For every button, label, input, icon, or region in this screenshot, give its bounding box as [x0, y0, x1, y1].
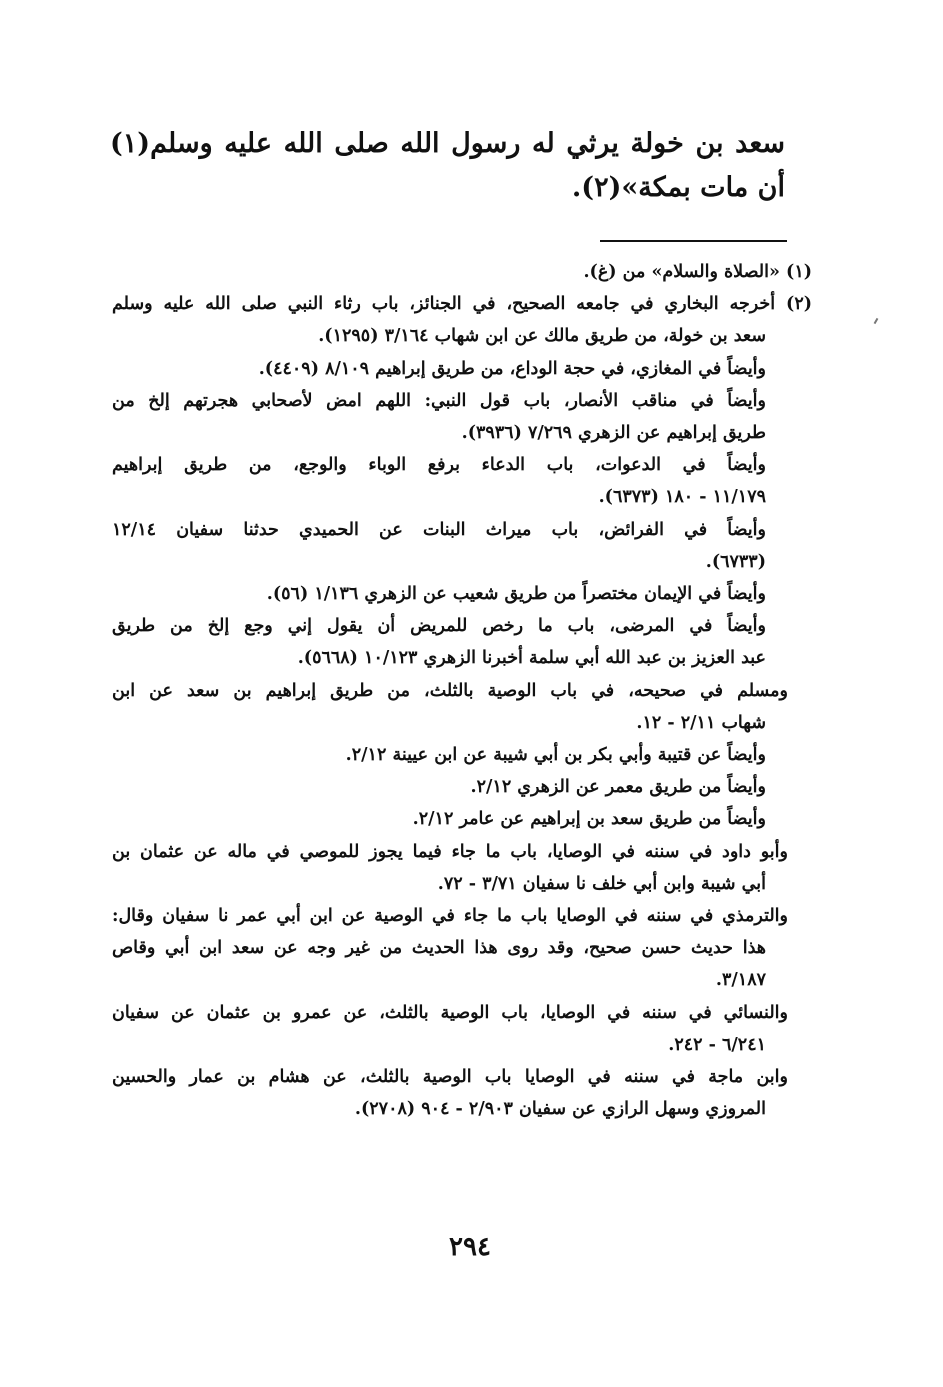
- footnote-line: والترمذي في سننه في الوصايا باب ما جاء في الوصية عن ابن أبي عمر نا سفيان وقال:: [112, 905, 788, 926]
- footnote-line: والنسائي في سننه في الوصايا، باب الوصية بالثلث، عن عمرو بن عثمان عن سفيان: [112, 1002, 788, 1023]
- footnote-line: وأيضاً من طريق معمر عن الزهري ٢/١٢.: [470, 777, 766, 798]
- footnote-line: ٦/٢٤١ - ٢٤٢.: [668, 1034, 766, 1055]
- main-text-paragraph: سعد بن خولة يرثي له رسول الله صلى الله عليه وسلم(١) أن مات بمكة»(٢).: [110, 128, 785, 203]
- footnote-line: وأيضاً في الفرائض، باب ميراث البنات عن الحميدي حدثنا سفيان ١٢/١٤: [112, 519, 766, 540]
- margin-mark: [874, 318, 879, 324]
- footnote-line: سعد بن خولة، من طريق مالك عن ابن شهاب ٣/١٦٤ (١٢٩٥).: [318, 326, 766, 347]
- footnote-line: (٢) أخرجه البخاري في جامعه الصحيح، في الجنائز، باب رثاء النبي صلى الله عليه وسلم: [112, 294, 812, 315]
- footnotes-block: [112, 256, 812, 1125]
- footnote-line: وأيضاً من طريق سعد بن إبراهيم عن عامر ٢/١٢.: [412, 809, 766, 830]
- footnote-separator: [600, 240, 787, 242]
- footnote-line: ومسلم في صحيحه، في باب الوصية بالثلث، من طريق إبراهيم بن سعد عن ابن: [112, 680, 788, 701]
- footnote-line: طريق إبراهيم عن الزهري ٧/٢٦٩ (٣٩٣٦).: [461, 422, 766, 443]
- footnote-line: (٦٧٣٣).: [705, 551, 766, 572]
- footnote-line: وأيضاً في مناقب الأنصار، باب قول النبي: اللهم امض لأصحابي هجرتهم إلخ من: [112, 390, 766, 411]
- footnote-line: المروزي وسهل الرازي عن سفيان ٢/٩٠٣ - ٩٠٤ (٢٧٠٨).: [354, 1099, 766, 1120]
- page-number: ٢٩٤: [449, 1232, 491, 1262]
- footnote-line: (١) «الصلاة والسلام» من (غ).: [583, 262, 812, 282]
- footnote-line: وأيضاً في الإيمان مختصراً من طريق شعيب عن الزهري ١/١٣٦ (٥٦).: [266, 583, 766, 604]
- footnote-line: شهاب ٢/١١ - ١٢.: [636, 712, 766, 733]
- footnote-line: ٣/١٨٧.: [715, 970, 766, 991]
- footnote-line: عبد العزيز بن عبد الله أبي سلمة أخبرنا الزهري ١٠/١٢٣ (٥٦٦٨).: [297, 648, 766, 669]
- footnote-line: وأيضاً في المغازي، في حجة الوداع، من طريق إبراهيم ٨/١٠٩ (٤٤٠٩).: [258, 358, 766, 379]
- footnote-line: وأيضاً عن قتيبة وأبي بكر بن أبي شيبة عن ابن عيينة ٢/١٢.: [345, 744, 766, 765]
- footnote-line: ١١/١٧٩ - ١٨٠ (٦٣٧٣).: [598, 487, 766, 508]
- footnote-line: هذا حديث حسن صحيح، وقد روى هذا الحديث من غير وجه عن سعد ابن أبي وقاص: [112, 938, 766, 959]
- footnote-line: وأيضاً في المرضى، باب ما رخص للمريض أن يقول إني وجع إلخ من طريق: [112, 616, 766, 637]
- footnote-line: وأيضاً في الدعوات، باب الدعاء برفع الوباء والوجع، من طريق إبراهيم: [112, 455, 766, 476]
- footnote-line: أبي شيبة وابن أبي خلف نا سفيان ٣/٧١ - ٧٢.: [437, 873, 766, 894]
- footnote-line: وابن ماجة في سننه في الوصايا باب الوصية بالثلث، عن هشام بن عمار والحسين: [112, 1066, 788, 1087]
- footnote-line: وأبو داود في سننه في الوصايا، باب ما جاء فيما يجوز للموصي في ماله عن عثمان بن: [112, 841, 788, 862]
